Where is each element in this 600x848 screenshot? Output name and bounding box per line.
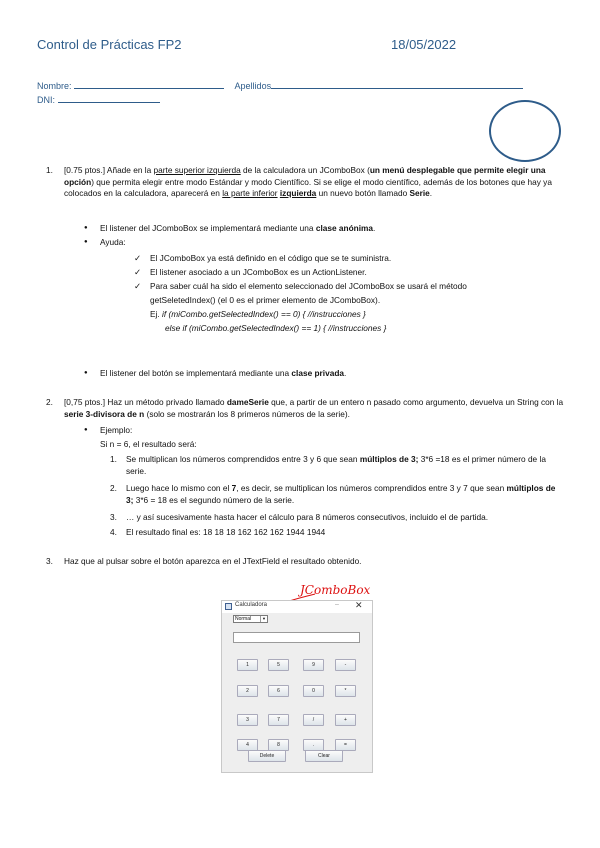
q1-text: [64, 165, 564, 200]
mode-combobox[interactable]: [233, 615, 268, 623]
dni-row: [37, 94, 160, 105]
q1-t4: un menú desplegable que: [369, 165, 472, 175]
q2-step3-num: 3.: [110, 512, 117, 522]
close-icon[interactable]: ✕: [355, 600, 363, 610]
chevron-down-icon[interactable]: ▼: [260, 616, 267, 622]
q1-b3-c: .: [344, 368, 347, 378]
checkmark-icon: ✓: [134, 281, 141, 291]
q1-t11: Serie: [409, 188, 430, 198]
q1-ej-label: Ej.: [150, 309, 160, 319]
calculator-key[interactable]: 7: [268, 714, 289, 726]
q2-step4: El resultado final es: 18 18 18 162 162 162 1944 1944: [126, 527, 326, 537]
q2-s2d: que sean: [470, 483, 505, 493]
q2-step3: … y así sucesivamente hasta hacer el cálculo para 8 números consecutivos, incluido el de partida.: [126, 512, 489, 522]
calculator-key[interactable]: 6: [268, 685, 289, 697]
page-title: Control de Prácticas FP2: [37, 37, 182, 52]
app-icon: [225, 603, 232, 610]
q2-s2c: , es decir, se multiplican los números comprendidos entre 3 y 7: [236, 483, 468, 493]
q2-t1: Haz un método privado llamado: [107, 397, 225, 407]
q2-t4: devuelva un String con la: [469, 397, 564, 407]
calculator-key[interactable]: 0: [303, 685, 324, 697]
q2-s2e: múltiplos de 3;: [126, 483, 556, 505]
q2-s1c: 3*6 =18 es el: [420, 454, 470, 464]
calculator-title: Calculadora: [235, 602, 268, 608]
q2-s2f: 3*6 = 18 es el segundo número de la serie.: [135, 494, 295, 505]
q1-t10: un nuevo botón llamado: [318, 188, 408, 198]
q1-check1-text: El JComboBox ya está definido en el código que se te suministra.: [150, 253, 392, 263]
nombre-line: [74, 80, 224, 89]
q2-bullet-ejemplo: ● Ejemplo:: [100, 425, 132, 437]
q1-t6: ) que permita elegir entre modo Estándar y modo Científico. Si se elige el modo: [91, 176, 384, 187]
calculator-key[interactable]: 5: [268, 659, 289, 671]
q2-step2-num: 2.: [110, 483, 117, 493]
q2-s2a: Luego hace lo mismo con el: [126, 483, 230, 493]
q2-t3: que, a partir de un entero n pasado como argumento,: [271, 397, 468, 407]
q1-b1-b: clase anónima: [315, 223, 374, 233]
q2-intro: Si n = 6, el resultado será:: [100, 439, 197, 449]
calculator-window: [221, 600, 373, 773]
q1-ej1: if (miCombo.getSelectedIndex() == 0) { //instrucciones }: [162, 309, 366, 319]
calculator-key[interactable]: 4: [237, 739, 258, 751]
q2-text: [64, 397, 564, 420]
grade-circle: [489, 100, 561, 162]
q2-t6: (solo se mostrarán los 8 primeros números de la serie).: [146, 408, 350, 419]
q1-b3-b: clase privada: [291, 368, 345, 378]
calculator-key[interactable]: /: [303, 714, 324, 726]
q1-t5: permite elegir una opción: [64, 165, 546, 187]
q2-s2b: 7: [231, 483, 237, 493]
q1-check-3: [134, 281, 570, 293]
q1-bullet-ayuda: ● Ayuda:: [100, 237, 126, 249]
calculator-key[interactable]: 2: [237, 685, 258, 697]
q2-s1b: múltiplos de 3;: [359, 454, 419, 464]
q2-t2: dameSerie: [226, 397, 269, 407]
dni-label: DNI:: [37, 95, 55, 105]
checkmark-icon: ✓: [134, 253, 141, 263]
q1-check-3b: getSeletedIndex() (el 0 es el primer elemento de JComboBox).: [150, 295, 381, 305]
q1-bullet-listener-combo: [100, 223, 560, 235]
q2-number: 2.: [46, 397, 53, 407]
calculator-key[interactable]: 3: [237, 714, 258, 726]
exam-date: 18/05/2022: [391, 37, 457, 52]
q1-t2: parte superior izquierda: [153, 165, 241, 175]
calculator-key[interactable]: *: [335, 685, 356, 697]
q2-step2: [126, 483, 556, 506]
calculator-titlebar: [222, 601, 372, 613]
q1-check-1: [134, 253, 570, 265]
q1-bullet-listener-button: [100, 368, 560, 380]
q1-t7: científico, además de los botones que hay ya colocados en la calculadora, aparecerá en: [64, 176, 552, 198]
q3-number: 3.: [46, 556, 53, 566]
clear-button[interactable]: Clear: [305, 750, 343, 762]
q1-check2-text: El listener asociado a un JComboBox es un ActionListener.: [150, 267, 367, 277]
dni-line: [58, 94, 160, 103]
q3-text: Haz que al pulsar sobre el botón aparezca en el JTextField el resultado obtenido.: [64, 556, 362, 566]
q1-number: 1.: [46, 165, 53, 175]
q1-t12: .: [429, 188, 433, 198]
q1-b3-a: El listener del botón se implementará mediante una: [100, 368, 290, 378]
apellidos-label: Apellidos: [234, 81, 272, 91]
q1-example-1: [150, 309, 570, 321]
handwritten-annotation: JComboBox: [300, 583, 371, 597]
q2-step4-num: 4.: [110, 527, 117, 537]
nombre-label: Nombre:: [37, 81, 72, 91]
q1-b1-a: El listener del JComboBox se implementará mediante una: [100, 223, 314, 233]
header: [37, 37, 477, 57]
q2-s1d: primer número de la serie.: [126, 454, 546, 476]
q1-example-2: else if (miCombo.getSelectedIndex() == 1) { //instrucciones }: [165, 323, 387, 333]
q1-t3: de la calculadora un JComboBox (: [243, 165, 370, 175]
calculator-key[interactable]: -: [335, 659, 356, 671]
q2-points: [0,75 ptos.]: [64, 397, 106, 407]
q1-t8: la parte inferior: [222, 188, 278, 198]
calculator-key[interactable]: +: [335, 714, 356, 726]
q1-check3a-text: Para saber cuál ha sido el elemento seleccionado del JComboBox se usará el método: [150, 281, 467, 291]
q2-s1a: Se multiplican los números comprendidos entre 3 y 6 que sean: [126, 454, 358, 464]
q2-t5: serie 3-divisora de n: [64, 408, 145, 419]
q1-points: [0.75 ptos.]: [64, 165, 106, 175]
calculator-key[interactable]: 1: [237, 659, 258, 671]
q1-t1: Añade en la: [106, 165, 152, 175]
mode-combobox-value: Normal: [235, 616, 252, 622]
q1-b1-c: .: [373, 223, 376, 233]
minimize-icon[interactable]: –: [335, 601, 339, 608]
q1-check-2: [134, 267, 570, 279]
calculator-key[interactable]: .: [303, 739, 324, 751]
q2-step1-num: 1.: [110, 454, 117, 464]
checkmark-icon: ✓: [134, 267, 141, 277]
result-textfield[interactable]: [233, 632, 360, 643]
calculator-key[interactable]: 8: [268, 739, 289, 751]
calculator-key[interactable]: =: [335, 739, 356, 751]
delete-button[interactable]: Delete: [248, 750, 286, 762]
calculator-key[interactable]: 9: [303, 659, 324, 671]
q1-t9: izquierda: [279, 188, 317, 198]
apellidos-line: [271, 80, 523, 89]
q2-step1: [126, 454, 556, 477]
name-fields-row: [37, 80, 523, 91]
